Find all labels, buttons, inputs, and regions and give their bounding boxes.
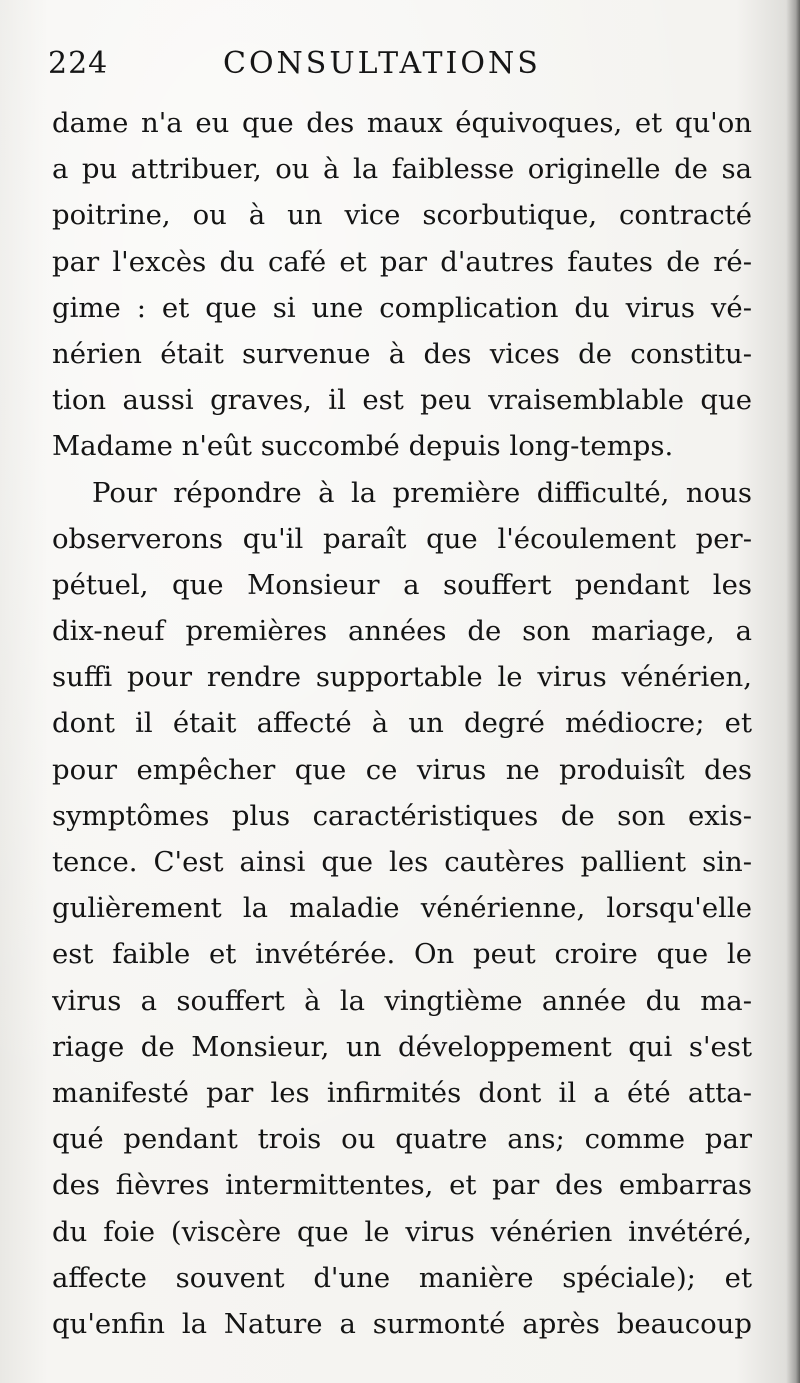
- paragraph-start-line: Pour répondre à la première difficulté, nous: [92, 476, 752, 509]
- text-line: des fièvres intermittentes, et par des embarras: [52, 1169, 752, 1202]
- text-line: tion aussi graves, il est peu vraisemblable que: [52, 384, 752, 417]
- text-line: est faible et invétérée. On peut croire que le: [52, 938, 752, 971]
- text-line: pétuel, que Monsieur a souffert pendant les: [52, 568, 752, 601]
- text-line: qu'enfin la Nature a surmonté après beaucoup: [52, 1307, 752, 1340]
- text-line: dont il était affecté à un degré médiocre; et: [52, 707, 752, 740]
- text-line: tence. C'est ainsi que les cautères pallient sin-: [52, 846, 752, 878]
- text-line: gime : et que si une complication du virus vé-: [52, 291, 752, 324]
- text-line: manifesté par les infirmités dont il a été atta-: [52, 1076, 752, 1109]
- text-line: riage de Monsieur, un développement qui s'est: [52, 1030, 752, 1063]
- text-line: observerons qu'il paraît que l'écoulement per-: [52, 522, 752, 555]
- text-line: affecte souvent d'une manière spéciale); et: [52, 1261, 752, 1294]
- text-line: gulièrement la maladie vénérienne, lorsqu'elle: [52, 892, 752, 925]
- text-line: virus a souffert à la vingtième année du ma-: [52, 984, 752, 1017]
- text-line: du foie (viscère que le virus vénérien invétéré,: [52, 1215, 752, 1248]
- text-line: par l'excès du café et par d'autres fautes de ré-: [52, 245, 752, 278]
- text-line: Madame n'eût succombé depuis long-temps.: [52, 430, 674, 463]
- text-line: dix-neuf premières années de son mariage, a: [52, 615, 752, 648]
- text-line: qué pendant trois ou quatre ans; comme par: [52, 1123, 752, 1156]
- page-number: 224: [48, 46, 109, 81]
- page-gutter-shadow: [786, 0, 800, 1383]
- text-line: symptômes plus caractéristiques de son exis-: [52, 799, 752, 832]
- text-line: dame n'a eu que des maux équivoques, et qu'on: [52, 107, 752, 139]
- text-line: pour empêcher que ce virus ne produisît des: [52, 753, 752, 786]
- running-head: CONSULTATIONS: [223, 46, 541, 81]
- text-line: nérien était survenue à des vices de constitu-: [52, 337, 752, 370]
- text-line: a pu attribuer, ou à la faiblesse originelle de sa: [52, 153, 752, 186]
- text-line: poitrine, ou à un vice scorbutique, contracté: [52, 199, 752, 232]
- page-header: [48, 40, 748, 90]
- body-text: [52, 100, 752, 1347]
- text-line: suffi pour rendre supportable le virus vénérien,: [52, 661, 752, 694]
